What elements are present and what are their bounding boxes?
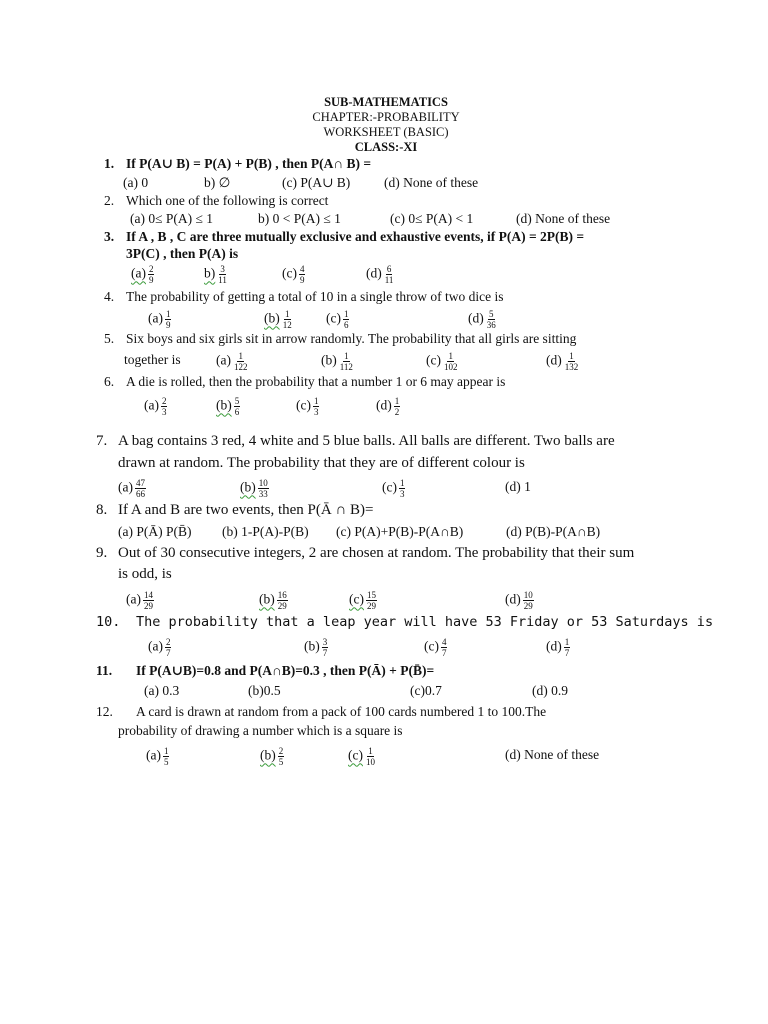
- fraction: [299, 264, 306, 285]
- numerator: 14: [143, 590, 153, 600]
- numerator: 1: [569, 351, 574, 361]
- q8-option-c: (c) P(A)+P(B)-P(A∩B): [336, 524, 464, 539]
- denominator: 5: [163, 757, 169, 767]
- denominator: 132: [564, 362, 579, 372]
- q6-option-c: [296, 396, 319, 417]
- chapter-title: CHAPTER:-PROBABILITY: [312, 110, 460, 124]
- question-text: If P(A∪ B) = P(A) + P(B) , then P(A∩ B) =: [126, 156, 372, 171]
- denominator: 66: [135, 489, 145, 499]
- question-5: [104, 330, 576, 348]
- question-number: 6.: [104, 374, 115, 389]
- fraction: [282, 309, 293, 330]
- question-number: 11.: [96, 663, 113, 678]
- option-label: (a): [118, 479, 133, 495]
- question-text: The probability of getting a total of 10 in a single throw of two dice is: [126, 289, 504, 304]
- numerator: 1: [399, 478, 405, 488]
- option-label: (a): [216, 352, 231, 368]
- question-text: A card is drawn at random from a pack of 100 cards numbered 1 to 100.The: [136, 704, 547, 719]
- denominator: 6: [343, 320, 349, 330]
- question-6: [104, 373, 505, 391]
- fraction: [441, 637, 448, 658]
- numerator: 15: [366, 590, 376, 600]
- fraction: [258, 478, 269, 499]
- option-label: (a): [148, 638, 163, 654]
- denominator: 7: [564, 648, 570, 658]
- question-text: A die is rolled, then the probability that a number 1 or 6 may appear is: [126, 374, 506, 389]
- question-number: 1.: [104, 156, 115, 171]
- question-12-continued: probability of drawing a number which is a square is: [118, 723, 403, 738]
- option-label: (b): [240, 479, 256, 495]
- option-label: (d): [366, 265, 382, 281]
- numerator: 3: [322, 637, 328, 647]
- denominator: 3: [399, 489, 405, 499]
- option-label: (d): [376, 397, 392, 413]
- option-label: (b): [259, 591, 275, 607]
- q9-option-d: [505, 590, 534, 611]
- question-number: 12.: [96, 704, 113, 719]
- fraction: [217, 264, 228, 285]
- numerator: 3: [220, 264, 225, 274]
- denominator: 7: [322, 648, 328, 658]
- numerator: 10: [258, 478, 268, 488]
- q3-option-b: [204, 264, 228, 285]
- option-label: (c): [424, 638, 439, 654]
- q2-option-b: b) 0 < P(A) ≤ 1: [258, 211, 341, 226]
- q6-option-a: [144, 396, 167, 417]
- fraction: [143, 590, 154, 611]
- option-label: (a): [146, 747, 161, 763]
- numerator: 1: [448, 351, 453, 361]
- fraction: [339, 351, 354, 372]
- question-9-continued: is odd, is: [118, 566, 172, 582]
- fraction: [165, 309, 172, 330]
- q4-option-a: [148, 309, 171, 330]
- numerator: 2: [148, 264, 154, 274]
- option-label: (b): [304, 638, 320, 654]
- denominator: 12: [282, 320, 292, 330]
- numerator: 5: [234, 396, 240, 406]
- numerator: 2: [165, 637, 171, 647]
- option-label: (c): [296, 397, 311, 413]
- option-label: (b): [260, 747, 276, 763]
- numerator: 1: [285, 309, 290, 319]
- q1-option-a: (a) 0: [123, 175, 149, 190]
- fraction: [486, 309, 497, 330]
- question-1: [104, 155, 371, 173]
- denominator: 11: [218, 275, 227, 285]
- fraction: [564, 637, 571, 658]
- q12-option-b: [260, 746, 284, 767]
- fraction: [135, 478, 146, 499]
- q11-option-c: (c)0.7: [410, 683, 442, 698]
- fraction: [343, 309, 350, 330]
- question-10: [96, 613, 713, 631]
- question-number: 5.: [104, 331, 115, 346]
- q10-option-a: [148, 637, 171, 658]
- option-label: (c): [326, 310, 341, 326]
- subject-title: SUB-MATHEMATICS: [324, 95, 448, 109]
- denominator: 122: [233, 362, 248, 372]
- question-number: 10.: [96, 614, 121, 630]
- denominator: 112: [339, 362, 353, 372]
- question-number: 7.: [96, 433, 108, 449]
- q7-option-a: [118, 478, 146, 499]
- numerator: 4: [299, 264, 305, 274]
- q11-option-d: (d) 0.9: [532, 683, 568, 698]
- fraction: [277, 590, 288, 611]
- q5-option-b: [321, 351, 354, 372]
- q9-option-c: [349, 590, 377, 611]
- option-label: (a): [148, 310, 163, 326]
- question-number: 9.: [96, 545, 108, 561]
- question-7: [96, 432, 615, 450]
- q7-option-b: [240, 478, 269, 499]
- numerator: 4: [441, 637, 447, 647]
- q2-option-a: (a) 0≤ P(A) ≤ 1: [130, 211, 214, 226]
- denominator: 102: [443, 362, 458, 372]
- numerator: 1: [564, 637, 570, 647]
- denominator: 6: [234, 407, 240, 417]
- fraction: [322, 637, 329, 658]
- question-2: [104, 192, 328, 210]
- question-11: [96, 662, 434, 680]
- q8-option-d: (d) P(B)-P(A∩B): [506, 524, 601, 539]
- option-label: (b): [216, 397, 232, 413]
- class-title: CLASS:-XI: [354, 140, 418, 154]
- q4-option-b: [264, 309, 293, 330]
- option-label: (c): [426, 352, 441, 368]
- fraction: [366, 590, 377, 611]
- denominator: 7: [441, 648, 447, 658]
- denominator: 11: [384, 275, 394, 285]
- option-label: (c): [349, 591, 364, 607]
- q1-option-b: b) ∅: [204, 175, 231, 190]
- fraction: [564, 351, 580, 372]
- numerator: 2: [161, 396, 167, 406]
- fraction: [394, 396, 401, 417]
- question-text: The probability that a leap year will have 53 Friday or 53 Saturdays is: [136, 614, 714, 630]
- worksheet-header: [200, 95, 572, 155]
- fraction: [384, 264, 395, 285]
- q6-option-d: [376, 396, 400, 417]
- q2-option-d: (d) None of these: [516, 211, 611, 226]
- option-label: (a): [131, 265, 146, 281]
- question-text: Which one of the following is correct: [126, 193, 329, 208]
- denominator: 2: [394, 407, 400, 417]
- question-number: 3.: [104, 229, 115, 244]
- denominator: 29: [523, 601, 533, 611]
- option-label: (d): [546, 638, 562, 654]
- numerator: 16: [277, 590, 287, 600]
- question-number: 4.: [104, 289, 115, 304]
- question-3-continued: 3P(C) , then P(A) is: [126, 246, 239, 261]
- denominator: 33: [258, 489, 268, 499]
- fraction: [165, 637, 172, 658]
- q2-option-c: (c) 0≤ P(A) < 1: [390, 211, 474, 226]
- q8-option-b: (b) 1-P(A)-P(B): [222, 524, 309, 539]
- question-text: If P(A∪B)=0.8 and P(A∩B)=0.3 , then P(Ā) + P(B̄)=: [136, 663, 435, 678]
- question-9: [96, 544, 634, 562]
- fraction: [163, 746, 170, 767]
- denominator: 3: [161, 407, 167, 417]
- numerator: 1: [163, 746, 169, 756]
- fraction: [523, 590, 534, 611]
- question-text: If A , B , C are three mutually exclusive and exhaustive events, if P(A) = 2P(B) =: [126, 229, 585, 244]
- q11-option-b: (b)0.5: [248, 683, 281, 698]
- q12-option-c: [348, 746, 376, 767]
- q3-option-c: [282, 264, 305, 285]
- fraction: [233, 351, 249, 372]
- q5-option-a: [216, 351, 248, 372]
- q7-option-d: (d) 1: [505, 479, 531, 494]
- q9-option-a: [126, 590, 154, 611]
- q1-option-c: (c) P(A∪ B): [282, 175, 351, 190]
- fraction: [161, 396, 168, 417]
- denominator: 3: [313, 407, 319, 417]
- numerator: 1: [238, 351, 243, 361]
- question-5-continued: together is: [124, 352, 181, 367]
- question-4: [104, 288, 504, 306]
- option-label: (c): [282, 265, 297, 281]
- option-label: (b): [321, 352, 337, 368]
- fraction: [365, 746, 376, 767]
- q8-option-a: (a) P(Ā) P(B̄): [118, 524, 192, 539]
- fraction: [148, 264, 155, 285]
- question-text: Out of 30 consecutive integers, 2 are chosen at random. The probability that their sum: [118, 545, 635, 561]
- q10-option-d: [546, 637, 570, 658]
- q3-option-a: [131, 264, 154, 285]
- q1-option-d: (d) None of these: [384, 175, 479, 190]
- fraction: [313, 396, 320, 417]
- fraction: [399, 478, 406, 499]
- denominator: 7: [165, 648, 171, 658]
- q10-option-b: [304, 637, 328, 658]
- option-label: (d): [505, 591, 521, 607]
- option-label: (c): [382, 479, 397, 495]
- q12-option-a: [146, 746, 169, 767]
- option-label: (d): [546, 352, 562, 368]
- q12-option-d: (d) None of these: [505, 747, 600, 762]
- question-12: [96, 703, 546, 721]
- q11-option-a: (a) 0.3: [144, 683, 180, 698]
- option-label: (a): [144, 397, 159, 413]
- q10-option-c: [424, 637, 447, 658]
- q7-option-c: [382, 478, 405, 499]
- denominator: 29: [277, 601, 287, 611]
- option-label: b): [204, 265, 216, 281]
- question-number: 2.: [104, 193, 115, 208]
- denominator: 29: [143, 601, 153, 611]
- question-8: [96, 501, 374, 519]
- numerator: 1: [344, 351, 349, 361]
- question-text: If A and B are two events, then P(Ā ∩ B)=: [118, 502, 374, 518]
- question-number: 8.: [96, 502, 108, 518]
- q4-option-c: [326, 309, 349, 330]
- q3-option-d: [366, 264, 394, 285]
- numerator: 2: [278, 746, 284, 756]
- fraction: [234, 396, 241, 417]
- numerator: 10: [523, 590, 533, 600]
- fraction: [278, 746, 285, 767]
- denominator: 9: [148, 275, 154, 285]
- numerator: 5: [489, 309, 494, 319]
- q5-option-d: [546, 351, 579, 372]
- question-text: A bag contains 3 red, 4 white and 5 blue balls. All balls are different. Two balls are: [118, 433, 615, 449]
- option-label: (d): [468, 310, 484, 326]
- numerator: 6: [386, 264, 392, 274]
- numerator: 1: [394, 396, 400, 406]
- question-text: Six boys and six girls sit in arrow randomly. The probability that all girls are sitting: [126, 331, 577, 346]
- fraction: [443, 351, 459, 372]
- denominator: 10: [365, 757, 375, 767]
- denominator: 9: [299, 275, 305, 285]
- option-label: (b): [264, 310, 280, 326]
- numerator: 1: [368, 746, 373, 756]
- q9-option-b: [259, 590, 288, 611]
- numerator: 1: [313, 396, 319, 406]
- numerator: 47: [135, 478, 145, 488]
- q5-option-c: [426, 351, 458, 372]
- denominator: 36: [486, 320, 496, 330]
- numerator: 1: [165, 309, 171, 319]
- q6-option-b: [216, 396, 240, 417]
- option-label: (c): [348, 747, 363, 763]
- option-label: (a): [126, 591, 141, 607]
- denominator: 5: [278, 757, 284, 767]
- numerator: 1: [343, 309, 349, 319]
- worksheet-title: WORKSHEET (BASIC): [323, 125, 449, 139]
- question-7-continued: drawn at random. The probability that they are of different colour is: [118, 455, 525, 471]
- denominator: 29: [366, 601, 376, 611]
- question-3: [104, 228, 584, 246]
- q4-option-d: [468, 309, 497, 330]
- denominator: 9: [165, 320, 171, 330]
